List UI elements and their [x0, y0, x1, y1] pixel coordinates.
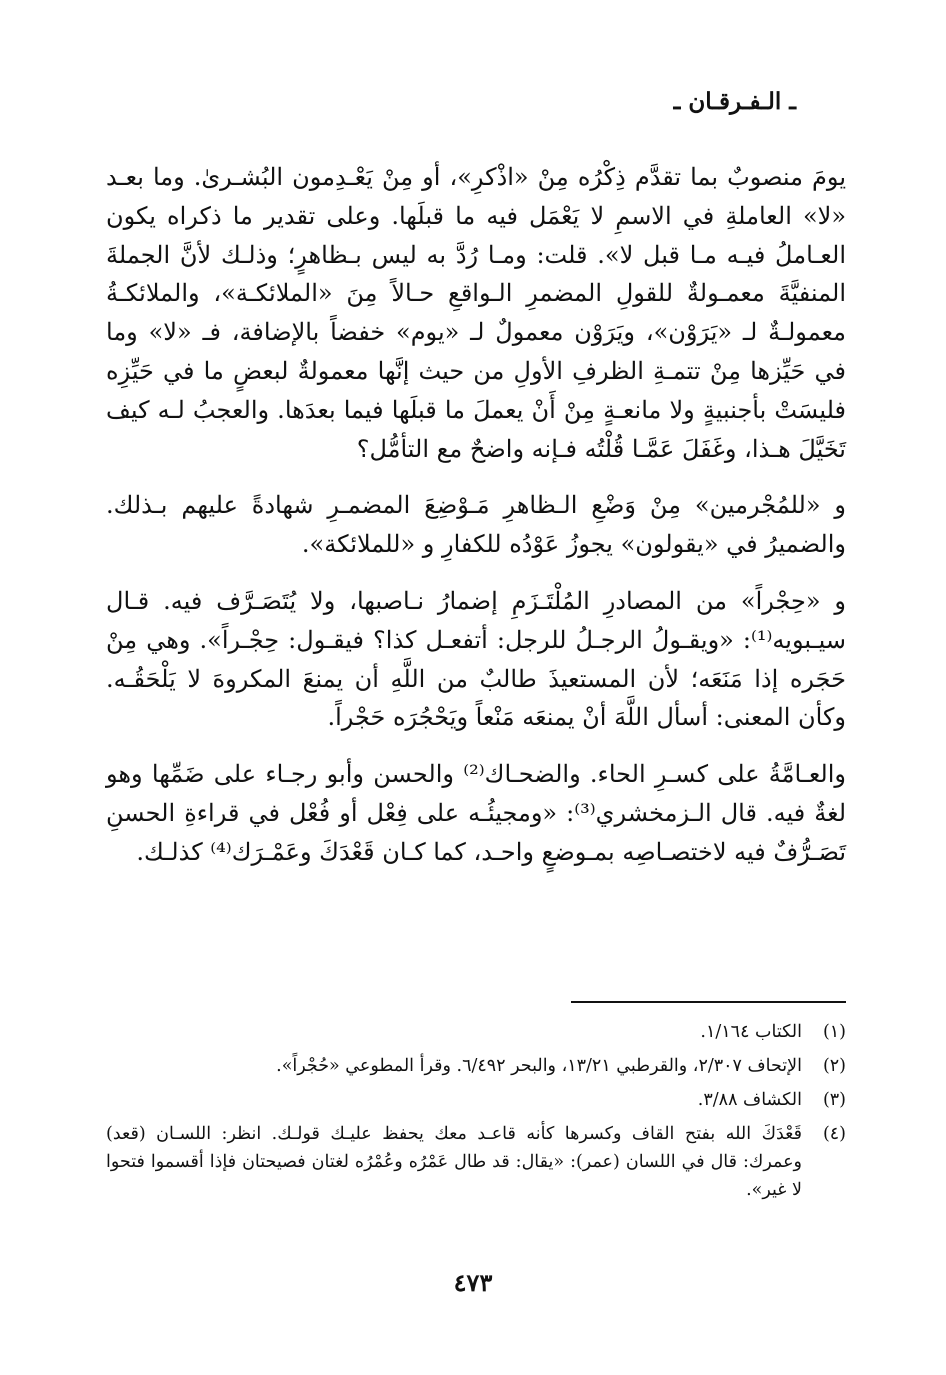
footnote-text: الكشاف ٣/٨٨.	[697, 1090, 802, 1110]
footnote	[106, 1052, 846, 1080]
footnote-text: الإتحاف ٢/٣٠٧، والقرطبي ١٣/٢١، والبحر ٦/٤٩٢. وقرأ المطوعي «حُجْراً».	[276, 1056, 802, 1076]
footnote	[106, 1018, 846, 1046]
page-number: ٤٧٣	[453, 1268, 493, 1297]
paragraph: و «للمُجْرمين» مِنْ وَضْعِ الـظاهرِ مَـوْضِعَ المضمـرِ شهادةً عليهم بـذلك. والضميرُ في «يقولون» يجوزُ عَوْدُه للكفارِ و «للملائكة».	[106, 491, 846, 559]
footnote-number: (١)	[822, 1022, 846, 1042]
footnote	[106, 1086, 846, 1114]
footnotes	[106, 1018, 846, 1210]
footnote-number: (٤)	[822, 1124, 846, 1144]
paragraph: يومَ منصوبٌ بما تقدَّم ذِكْرُه مِنْ «اذْكرِ»، أو مِنْ يَعْـدِمون البُشـرىٰ. وما بعـد «لا» العاملةِ في الاسمِ لا يَعْمَل فيه ما قبلَها. وعلى تقدير ما ذكراه يكون العـاملُ فيـه مـا قبل لا». قلت: ومـا رُدَّ به ليس بـظاهرٍ؛ وذلـك لأنَّ الجملةَ المنفيَّةَ معمـولةٌ للقولِ المضمرِ الـواقعِ حـالاً مِنَ «الملائكـة»، والملائكـةُ معمولـةٌ لـ «يَرَوْن»، ويَرَوْن معمولٌ لـ «يوم» خفضاً بالإضافة، فـ «لا» وما في حَيِّزها مِنْ تتمـةِ الظرفِ الأولِ من حيث إنَّها معمولةٌ لبعضٍ ما في حَيِّزِه فليسَتْ بأجنبيةٍ ولا مانعـةٍ مِنْ أَنْ يعملَ ما قبلَها فيما بعدَها. والعجبُ لـه كيف تَخَيَّلَ هـذا، وغَفَلَ عَمَّـا قُلْتُه فـإنه واضحٌ مع التأمُّل؟	[106, 163, 846, 463]
paragraph: والعـامَّةُ على كسـرِ الحاء. والضحـاك⁽²⁾ والحسن وأبو رجـاء على ضَمِّها وهو لغةٌ فيه. قال الـزمخشري⁽³⁾: «ومجيئُـه على فِعْل أو فُعْل في قراءةِ الحسنِ تَصَـرُّفٌ فيه لاختصـاصِه بمـوضعٍ واحـد، كما كـان قَعْدَكَ وعَمْـرَك⁽⁴⁾ كذلـك.	[106, 760, 847, 866]
footnote-number: (٣)	[822, 1090, 846, 1110]
footnote-text: قَعْدَكَ الله بفتح القاف وكسرها كأنه قاعـد معك يحفظ عليـك قولـك. انظر: اللسـان (قعد) وعمرك: قال في اللسان (عمر): «يقال: قد طال عَمْرُه وعُمْرُه لغتان فصيحتان فإذا أقسموا فتحوا لا غير».	[106, 1124, 802, 1200]
paragraph: و «حِجْراً» من المصادرِ المُلْتَـزَمِ إضمارُ نـاصبها، ولا يُتَصَـرَّف فيه. قـال سيـبويه⁽¹⁾: «ويقـولُ الرجـلُ للرجل: أتفعـل كذا؟ فيقـول: حِجْـراً». وهي مِنْ حَجَره إذا مَنَعَه؛ لأن المستعيذَ طالبٌ من اللَّهِ أن يمنعَ المكروهَ لا يَلْحَقُـه. وكأن المعنى: أسأل اللَّهَ أنْ يمنعَه مَنْعاً ويَحْجُرَه حَجْراً.	[106, 586, 846, 732]
running-header: ـ الـفـرقـان ـ	[673, 88, 796, 115]
main-text	[106, 158, 846, 890]
footnote-separator	[571, 1001, 846, 1003]
footnote-text: الكتاب ١/١٦٤.	[700, 1022, 802, 1042]
footnote	[106, 1120, 846, 1204]
footnote-number: (٢)	[822, 1056, 846, 1076]
